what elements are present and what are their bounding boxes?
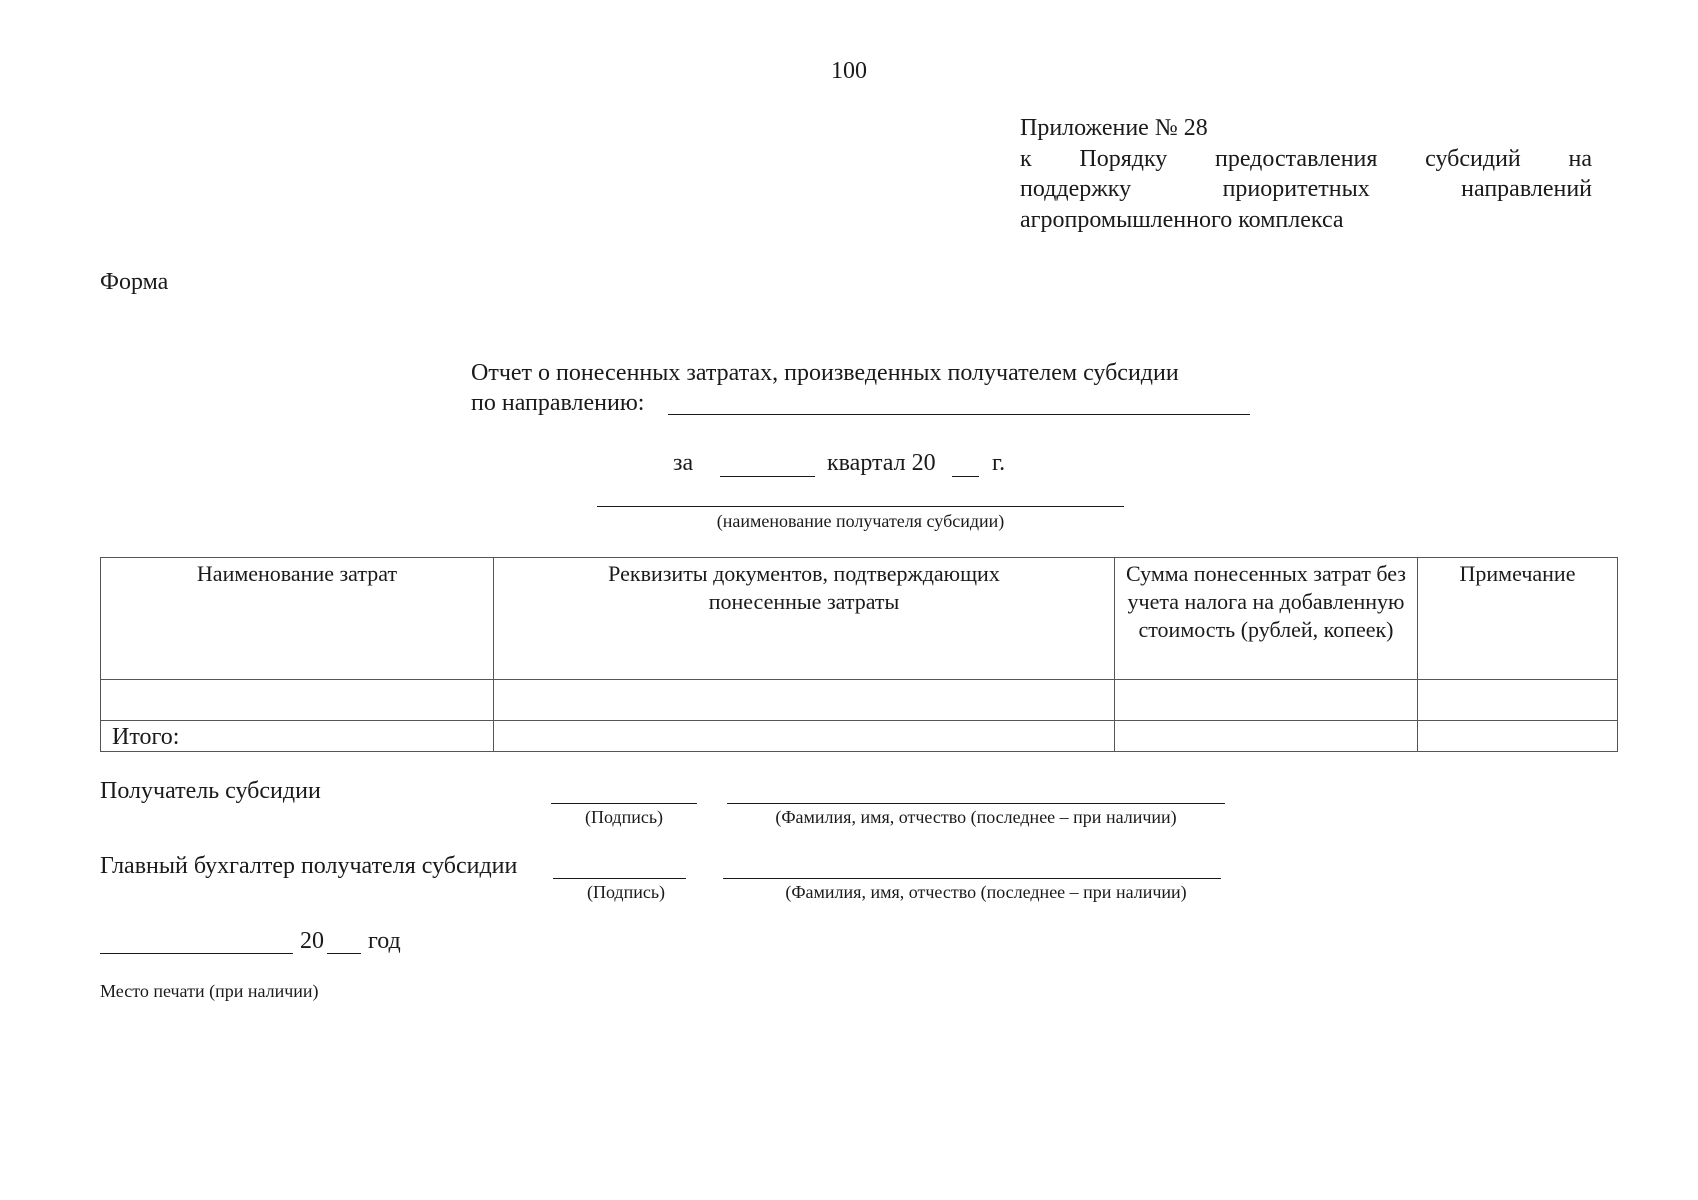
period-quarter-text: квартал 20 xyxy=(827,450,936,476)
recipient-signature-line[interactable] xyxy=(551,803,697,804)
form-label: Форма xyxy=(100,269,169,295)
stamp-label: Место печати (при наличии) xyxy=(100,981,319,1001)
date-blank-line[interactable] xyxy=(100,953,293,954)
quarter-blank-line[interactable] xyxy=(720,476,815,477)
header-documents: Реквизиты документов, подтверждающих понесенные затраты xyxy=(494,558,1115,680)
cell-documents[interactable] xyxy=(494,680,1115,721)
direction-blank-line[interactable] xyxy=(668,414,1250,415)
report-direction-label: по направлению: xyxy=(471,390,645,416)
cell-sum[interactable] xyxy=(1115,680,1418,721)
accountant-name-line[interactable] xyxy=(723,878,1221,879)
report-title: Отчет о понесенных затратах, произведенных получателем субсидии xyxy=(471,360,1179,386)
date-year-suffix: год xyxy=(368,928,401,954)
recipient-name-line[interactable] xyxy=(597,506,1124,507)
recipient-caption: (наименование получателя субсидии) xyxy=(716,511,1005,531)
period-suffix: г. xyxy=(992,450,1006,476)
date-year-blank-line[interactable] xyxy=(327,953,361,954)
table-header-row xyxy=(101,558,1618,680)
table-row xyxy=(101,680,1618,721)
accountant-name-caption: (Фамилия, имя, отчество (последнее – при наличии) xyxy=(785,882,1187,902)
page-number: 100 xyxy=(831,58,867,84)
header-cost-name: Наименование затрат xyxy=(101,558,494,680)
year-blank-line[interactable] xyxy=(952,476,979,477)
recipient-label: Получатель субсидии xyxy=(100,778,321,804)
appendix-header xyxy=(1020,113,1592,235)
cell-total-documents[interactable] xyxy=(494,721,1115,752)
accountant-signature-caption: (Подпись) xyxy=(586,882,666,902)
header-note: Примечание xyxy=(1418,558,1618,680)
appendix-text-line: поддержку приоритетных направлений xyxy=(1020,176,1592,202)
header-sum: Сумма понесенных затрат без учета налога на добавленную стоимость (рублей, копеек) xyxy=(1115,558,1418,680)
appendix-number: Приложение № 28 xyxy=(1020,115,1208,141)
period-prefix: за xyxy=(673,450,694,476)
cell-cost-name[interactable] xyxy=(101,680,494,721)
accountant-label: Главный бухгалтер получателя субсидии xyxy=(100,853,518,879)
date-year-prefix: 20 xyxy=(300,928,324,954)
recipient-name-caption: (Фамилия, имя, отчество (последнее – при наличии) xyxy=(775,807,1177,827)
recipient-name-line[interactable] xyxy=(727,803,1225,804)
accountant-signature-line[interactable] xyxy=(553,878,686,879)
cell-note[interactable] xyxy=(1418,680,1618,721)
table-total-row xyxy=(101,721,1618,752)
cell-total-note[interactable] xyxy=(1418,721,1618,752)
appendix-text-line: к Порядку предоставления субсидий на xyxy=(1020,145,1592,172)
appendix-text-line: агропромышленного комплекса xyxy=(1020,206,1344,233)
total-label: Итого: xyxy=(101,721,494,752)
cost-table xyxy=(100,557,1618,752)
recipient-signature-caption: (Подпись) xyxy=(584,807,664,827)
cell-total-sum[interactable] xyxy=(1115,721,1418,752)
